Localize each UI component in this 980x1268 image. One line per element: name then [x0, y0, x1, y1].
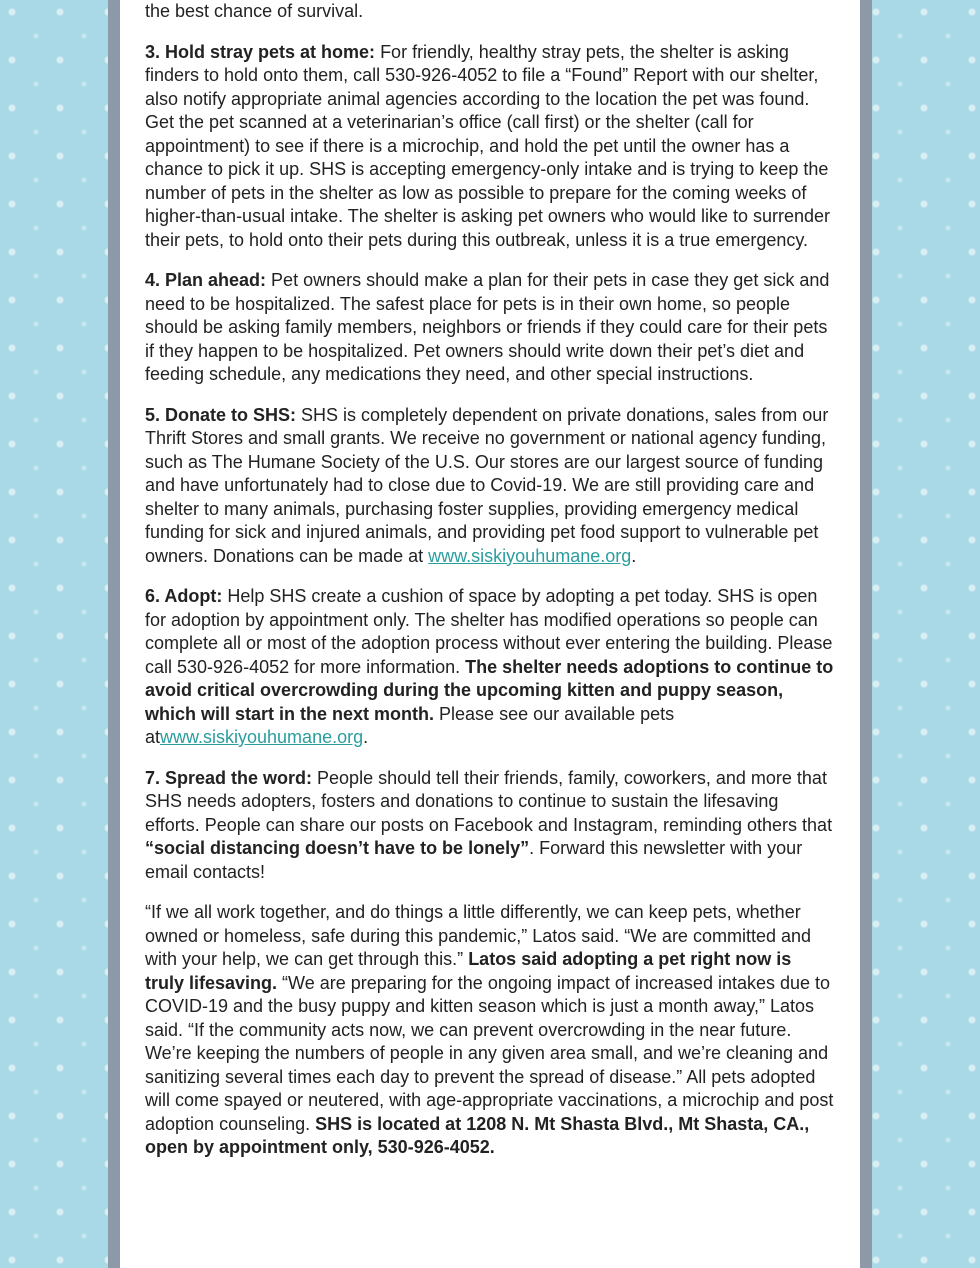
section-heading: 6. Adopt:: [145, 586, 223, 606]
section-emphasis: “social distancing doesn’t have to be lonely”: [145, 838, 530, 858]
section-adopt: [145, 585, 835, 750]
section-heading: 3. Hold stray pets at home:: [145, 41, 376, 62]
section-text: For friendly, healthy stray pets, the shelter is asking finders to hold onto them, call 530-926-4052 to file a “Found” Report with our shelter, also notify appropriate animal agencies according to the location the pet was found. Get the pet scanned at a veterinarian’s office (call first) or the shelter (call for appointment) to see if there is a microchip, and hold the pet until the owner has a chance to pick it up. SHS is accepting emergency-only intake and is trying to keep the number of pets in the shelter as low as possible to prepare for the coming weeks of higher-than-usual intake. The shelter is asking pet owners who would like to surrender their pets, to hold onto their pets during this outbreak, unless it is a true emergency.: [145, 41, 831, 250]
section-donate: [145, 404, 835, 569]
article-body: [145, 0, 835, 1177]
section-text: People should tell their friends, family, coworkers, and more that SHS needs adopters, fosters and donations to continue to sustain the lifesaving efforts. People can share our posts on Facebook and Instagram, reminding others that: [145, 767, 833, 835]
section-text: SHS is completely dependent on private donations, sales from our Thrift Stores and small grants. We receive no government or national agency funding, such as The Humane Society of the U.S. Our stores are our largest source of funding and have unfortunately had to close due to Covid-19. We are still providing care and shelter to many animals, purchasing foster supplies, providing emergency medical funding for sick and injured animals, and providing pet food support to vulnerable pet owners. Donations can be made at: [145, 404, 829, 566]
adopt-link[interactable]: www.siskiyouhumane.org: [160, 727, 364, 747]
section-hold-stray-pets: [145, 41, 835, 253]
section-spread-the-word: [145, 767, 835, 885]
closing-text-1: “If we all work together, and do things a little differently, we can keep pets, whether owned or homeless, safe during this pandemic,” Latos said. “We are committed and with your help, we can get through this.”: [145, 902, 811, 969]
section-heading: 5. Donate to SHS:: [145, 404, 297, 425]
section-heading: 7. Spread the word:: [145, 767, 313, 788]
closing-emphasis-1: Latos said adopting a pet right now is truly lifesaving.: [145, 949, 792, 993]
section-text-2: Please see our available pets at: [145, 703, 675, 747]
section-text: Pet owners should make a plan for their pets in case they get sick and need to be hospitalized. The safest place for pets is in their own home, so people should be asking family members, neighbors or friends if they could care for their pets if they happen to be hospitalized. Pet owners should write down their pet’s diet and feeding schedule, any medications they need, and other special instructions.: [145, 270, 830, 384]
closing-text-2: “We are preparing for the ongoing impact of increased intakes due to COVID-19 and the busy puppy and kitten season which is just a month away,” Latos said. “If the community acts now, we can prevent overcrowding in the near future. We’re keeping the numbers of people in any given area small, and we’re cleaning and sanitizing several times each day to prevent the spread of disease.” All pets adopted will come spayed or neutered, with age-appropriate vaccinations, a microchip and post adoption counseling.: [145, 972, 834, 1134]
section-text-tail: .: [631, 545, 637, 566]
closing-paragraph: [145, 901, 835, 1160]
closing-address: SHS is located at 1208 N. Mt Shasta Blvd., Mt Shasta, CA., open by appointment only, 530-926-4052.: [145, 1113, 810, 1157]
intro-tail: the best chance of survival.: [145, 1, 364, 21]
section-text: Help SHS create a cushion of space by adopting a pet today. SHS is open for adoption by appointment only. The shelter has modified operations so people can complete all or most of the adoption process without ever entering the building. Please call 530-926-4052 for more information.: [145, 586, 833, 677]
donate-link[interactable]: www.siskiyouhumane.org: [428, 545, 632, 566]
section-heading: 4. Plan ahead:: [145, 270, 267, 290]
newsletter-page: [120, 0, 860, 1268]
section-plan-ahead: [145, 269, 835, 387]
section-text-tail: .: [363, 727, 369, 747]
section-emphasis: The shelter needs adoptions to continue to avoid critical overcrowding during the upcoming kitten and puppy season, which will start in the next month.: [145, 656, 834, 724]
section-text-tail: . Forward this newsletter with your email contacts!: [145, 838, 803, 882]
